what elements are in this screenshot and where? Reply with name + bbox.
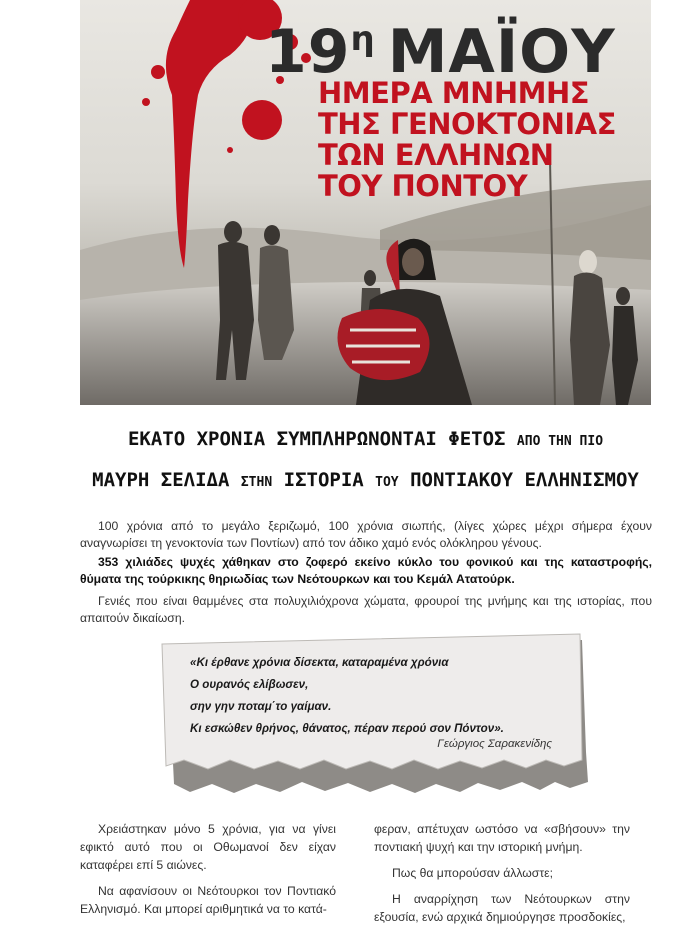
headline-small-text: ΑΠΟ ΤΗΝ ΠΙΟ (516, 434, 604, 449)
headline-text: ΠΟΝΤΙΑΚΟΥ ΕΛΛΗΝΙΣΜΟΥ (410, 469, 639, 491)
headline-line-2 (80, 469, 651, 491)
right-column (374, 820, 630, 934)
column-paragraph: Η αναρρίχηση των Νεότουρκων στην εξουσία, ενώ αρχικά δημιούργησε προσδοκίες, (374, 892, 630, 924)
quote-line: «Κι έρθανε χρόνια δίσεκτα, καταραμένα χρόνια (190, 656, 449, 669)
column-paragraph: Να αφανίσουν οι Νεότουρκοι τον Ποντιακό Ελληνισμό. Και μπορεί αριθμητικά να το κατά- (80, 884, 336, 916)
column-paragraph: Πως θα μπορούσαν άλλωστε; (392, 866, 553, 880)
column-paragraph: φεραν, απέτυχαν ωστόσο να «σβήσουν» την ποντιακή ψυχή και την ιστορική μνήμη. (374, 822, 630, 854)
quote-line: σην γην ποταμ΄το γαίμαν. (190, 700, 332, 713)
intro-paragraph-1: 100 χρόνια από το μεγάλο ξεριζωμό, 100 χρόνια σιωπής, (λίγες χώρες μέχρι σήμερα έχουν αναγνωρίσει τη γενοκτονία των Ποντίων) από τον άδικο χαμό ενός ολόκληρου γένους. (80, 519, 652, 550)
quote-author: Γεώργιος Σαρακενίδης (437, 738, 552, 750)
poster-title-sup: η (350, 19, 376, 59)
intro-paragraph-2: 353 χιλιάδες ψυχές χάθηκαν στο ζοφερό εκείνο κύκλο του φονικού και της καταστροφής, θύματα της τούρκικης θηριωδίας των Νεότουρκων και του Κεμάλ Ατατούρκ. (80, 555, 652, 586)
left-column (80, 820, 336, 926)
poster-subtitle-line: ΤΩΝ ΕΛΛΗΝΩΝ (318, 138, 554, 172)
poster-subtitle-line: ΤΟΥ ΠΟΝΤΟΥ (318, 169, 528, 203)
headline-text: ΙΣΤΟΡΙΑ (283, 469, 364, 491)
intro-paragraph-3: Γενιές που είναι θαμμένες στα πολυχιλιόχρονα χώματα, φρουροί της μνήμης και της ιστορίας, που απαιτούν δικαίωση. (80, 594, 652, 625)
headline-text: ΜΑΥΡΗ ΣΕΛΙΔΑ (92, 469, 230, 491)
poster-image (80, 0, 651, 405)
headline-text: ΕΚΑΤΟ ΧΡΟΝΙΑ ΣΥΜΠΛΗΡΩΝΟΝΤΑΙ ΦΕΤΟΣ (127, 428, 506, 450)
quote-text (190, 652, 562, 740)
headline-small-text: ΤΟΥ (375, 475, 399, 490)
headline-small-text: ΣΤΗΝ (240, 475, 273, 490)
quote-line: Ο ουρανός ελίβωσεν, (190, 678, 309, 691)
poster-subtitle-line: ΤΗΣ ΓΕΝΟΚΤΟΝΙΑΣ (318, 107, 616, 141)
poster-subtitle-line: ΗΜΕΡΑ ΜΝΗΜΗΣ (318, 76, 590, 110)
poster-title-word: ΜΑΪΟΥ (387, 17, 616, 87)
quote-line: Κι εσκώθεν θρήνος, θάνατος, πέραν περού σον Πόντον». (190, 722, 504, 735)
quote-box (160, 632, 590, 808)
column-paragraph: Χρειάστηκαν μόνο 5 χρόνια, για να γίνει εφικτό αυτό που οι Οθωμανοί δεν είχαν καταφέρει επί 5 αιώνες. (80, 822, 336, 872)
poster-title-number: 19 (265, 17, 351, 87)
poster-title (265, 6, 616, 85)
poster-subtitle (318, 78, 616, 202)
headline-line-1 (80, 428, 651, 450)
